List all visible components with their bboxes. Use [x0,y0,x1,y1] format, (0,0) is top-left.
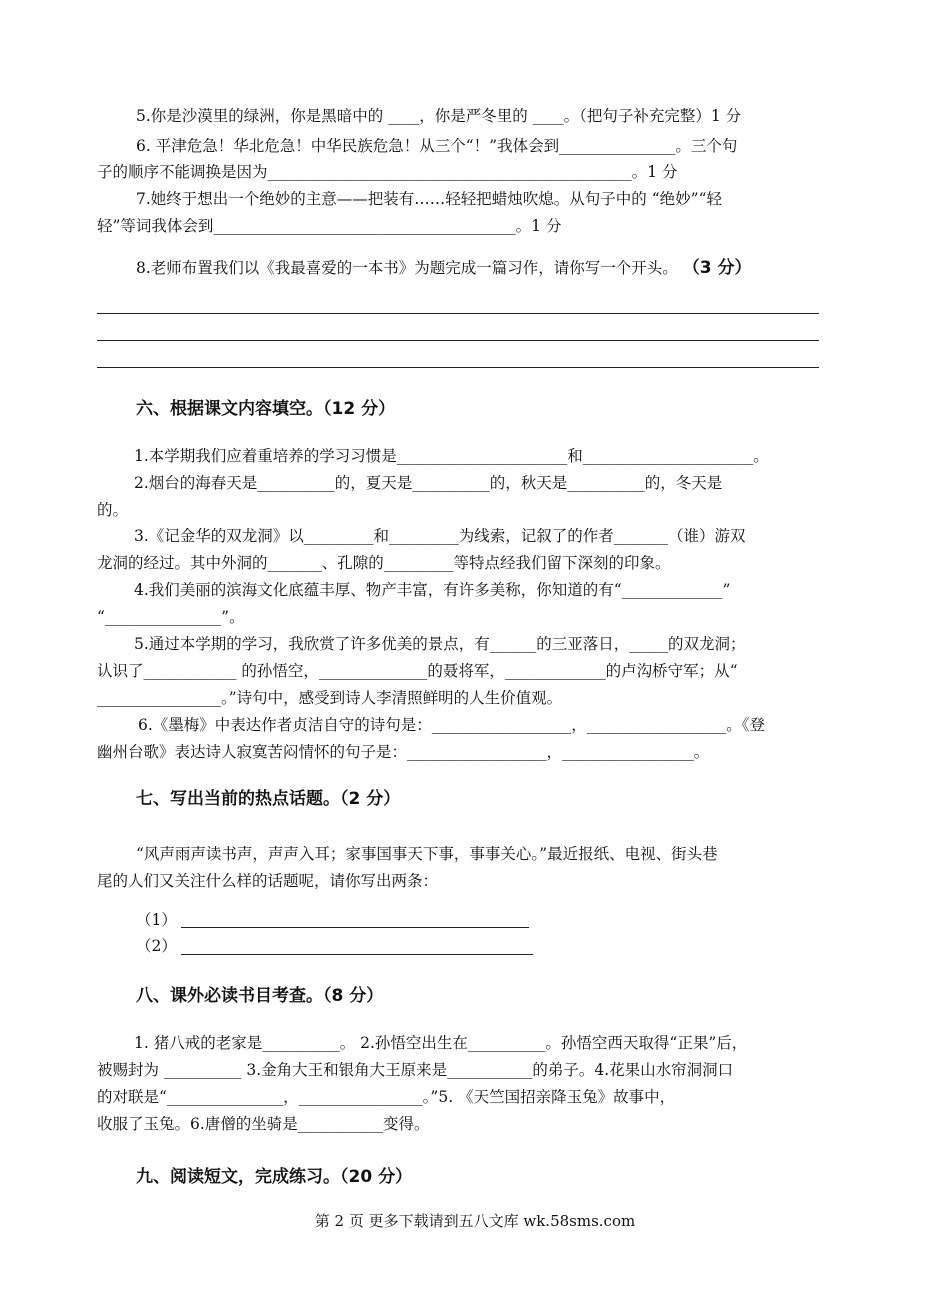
section-8-line2: 被赐封为 __________ 3.金角大王和银角大王原来是___________的弟子。4.花果山水帘洞洞口 [97,1061,734,1079]
section-8-heading: 八、课外必读书目考查。（8 分） [136,986,384,1006]
question-6-6-line2: 幽州台歌》表达诗人寂寞苦闷情怀的句子是：__________________，_________________。 [97,743,710,761]
question-6-5-line2: 认识了____________ 的孙悟空，______________的聂将军，_____________的卢沟桥守军；从“ [97,662,738,680]
section-7-paragraph-line2: 尾的人们又关注什么样的话题呢，请你写出两条： [97,872,439,890]
question-6-2-line1: 2.烟台的海春天是__________的，夏天是__________的，秋天是__________的，冬天是 [134,474,723,492]
answer-line [97,367,819,368]
topic-item-1-label: （1） [136,911,177,929]
question-5-8-score: （3 分） [682,258,752,278]
question-5-5: 5.你是沙漠里的绿洲，你是黑暗中的 ____，你是严冬里的 ____。（把句子补充完整）1 分 [136,107,742,125]
section-9-heading: 九、阅读短文，完成练习。（20 分） [136,1167,413,1187]
answer-line [97,313,819,314]
section-8-line3: 的对联是“_______________，________________。”5. 《天竺国招亲降玉兔》故事中， [97,1088,676,1106]
question-5-8 [136,258,751,278]
topic-item-2-label: （2） [136,937,177,955]
question-6-4-line1: 4.我们美丽的滨海文化底蕴丰厚、物产丰富，有许多美称，你知道的有“_____________” [134,581,731,599]
question-6-1: 1.本学期我们应着重培养的学习习惯是______________________和______________________。 [134,447,769,465]
section-8-line1: 1. 猪八戒的老家是__________。 2.孙悟空出生在__________。孙悟空西天取得“正果”后， [134,1034,748,1052]
question-5-7-line1: 7.她终于想出一个绝妙的主意——把装有……轻轻把蜡烛吹熄。从句子中的 “绝妙”“轻 [136,190,722,208]
question-6-5-line1: 5.通过本学期的学习，我欣赏了许多优美的景点，有______的三亚落日，_____的双龙洞； [134,635,746,653]
question-6-3-line2: 龙洞的经过。其中外洞的_______、孔隙的_________等特点经我们留下深刻的印象。 [97,554,671,572]
page-footer: 第 2 页 更多下载请到五八文库 wk.58sms.com [314,1212,636,1230]
topic-2-answer-line [181,954,533,955]
question-5-7-line2: 轻”等词我体会到_______________________________________。1 分 [97,217,562,235]
section-8-line4: 收服了玉兔。6.唐僧的坐骑是___________变得。 [97,1115,430,1133]
question-5-6-line1: 6. 平津危急！华北危急！中华民族危急！从三个“！”我体会到_______________。三个句 [136,137,738,155]
question-6-6-line1: 6.《墨梅》中表达作者贞洁自守的诗句是：__________________，__________________。《登 [138,716,766,734]
question-6-2-line2: 的。 [97,501,129,519]
section-7-paragraph-line1: “风声雨声读书声，声声入耳；家事国事天下事，事事关心。”最近报纸、电视、街头巷 [136,845,718,863]
topic-1-answer-line [181,927,529,928]
section-6-heading: 六、根据课文内容填空。（12 分） [136,399,396,419]
question-5-8-text: 8.老师布置我们以《我最喜爱的一本书》为题完成一篇习作，请你写一个开头。 [136,259,678,277]
answer-line [97,340,819,341]
question-6-3-line1: 3.《记金华的双龙洞》以_________和_________为线索，记叙了的作者_______（谁）游双 [134,527,746,545]
section-7-heading: 七、写出当前的热点话题。（2 分） [136,789,401,809]
question-6-5-line3: ________________。”诗句中，感受到诗人李清照鲜明的人生价值观。 [97,689,563,707]
question-6-4-line2: “_______________”。 [97,608,245,626]
question-5-6-line2: 子的顺序不能调换是因为_______________________________________________。1 分 [97,163,678,181]
